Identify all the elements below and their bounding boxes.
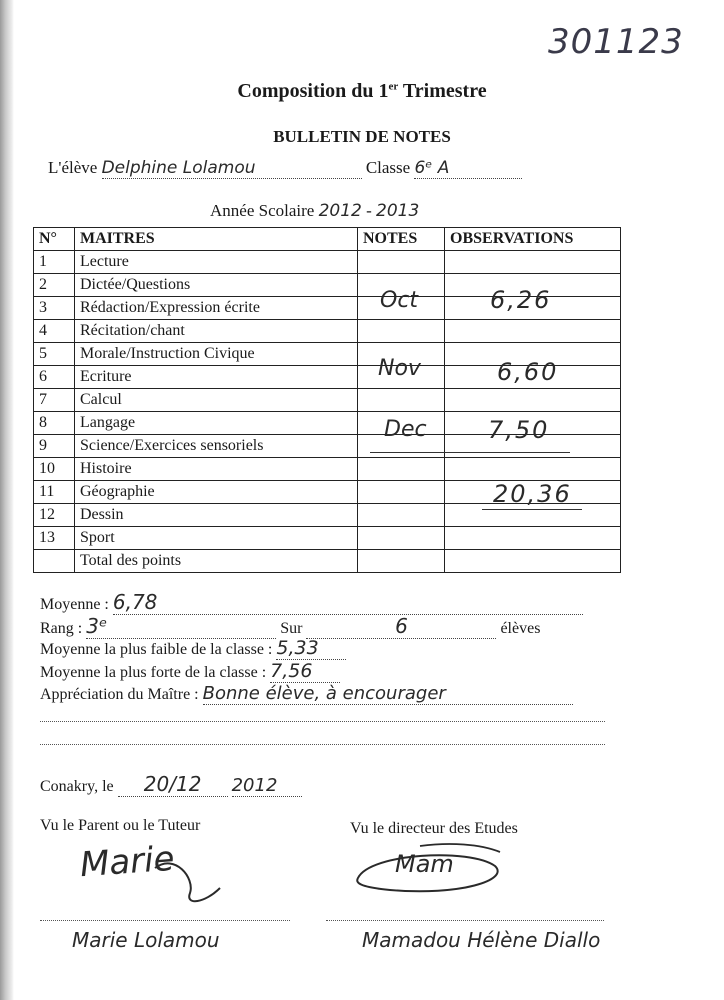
row-num: 5 (34, 343, 75, 366)
table-row (34, 550, 621, 573)
row-subject: Dictée/Questions (75, 274, 358, 297)
table-row (34, 389, 621, 412)
table-row (34, 251, 621, 274)
parent-label: Vu le Parent ou le Tuteur (40, 817, 201, 834)
row-subject: Total des points (75, 550, 358, 573)
date-day-month: 20/12 (118, 772, 228, 797)
table-row (34, 527, 621, 550)
hw-dec-grade: 7,50 (488, 416, 550, 444)
row-num: 8 (34, 412, 75, 435)
hw-nov-label: Nov (378, 356, 421, 381)
moyenne-value: 6,78 (113, 590, 583, 615)
row-subject: Géographie (75, 481, 358, 504)
document-number: 301123 (548, 22, 684, 62)
appreciation-value: Bonne élève, à encourager (203, 683, 573, 705)
hw-dec-label: Dec (384, 417, 427, 442)
row-num: 3 (34, 297, 75, 320)
row-observations (445, 527, 621, 550)
appreciation-label: Appréciation du Maître : (40, 686, 199, 703)
date-year: 2012 (232, 775, 302, 797)
appreciation-line (40, 683, 573, 705)
row-num: 12 (34, 504, 75, 527)
title-superscript: er (388, 80, 399, 93)
row-subject: Ecriture (75, 366, 358, 389)
row-notes (358, 481, 445, 504)
school-year-end: 2013 (376, 201, 420, 221)
header-notes: NOTES (358, 228, 445, 251)
appreciation-dots-2 (40, 744, 605, 745)
row-num: 9 (34, 435, 75, 458)
director-signature-line (326, 920, 604, 921)
sur-label: Sur (280, 620, 303, 637)
row-subject: Morale/Instruction Civique (75, 343, 358, 366)
hw-nov-grade: 6,60 (497, 358, 559, 386)
faible-value: 5,33 (276, 637, 346, 660)
row-num (34, 550, 75, 573)
hw-oct-grade: 6,26 (490, 286, 552, 314)
hw-total-underline (482, 509, 582, 510)
grades-table (33, 227, 621, 573)
row-num: 4 (34, 320, 75, 343)
row-num: 6 (34, 366, 75, 389)
row-subject: Dessin (75, 504, 358, 527)
faible-line (40, 637, 346, 660)
student-label: L'élève (48, 158, 98, 177)
director-name: Mamadou Hélène Diallo (362, 928, 601, 952)
page-title (0, 80, 724, 103)
row-subject: Histoire (75, 458, 358, 481)
moyenne-label: Moyenne : (40, 596, 109, 613)
forte-line (40, 660, 340, 683)
appreciation-dots-1 (40, 721, 605, 722)
header-observations: OBSERVATIONS (445, 228, 621, 251)
row-num: 2 (34, 274, 75, 297)
hw-oct-label: Oct (380, 288, 419, 313)
scan-shadow-edge (0, 0, 14, 1000)
row-notes (358, 251, 445, 274)
row-num: 13 (34, 527, 75, 550)
forte-label: Moyenne la plus forte de la classe : (40, 664, 267, 681)
row-observations (445, 550, 621, 573)
hw-dec-underline (370, 452, 570, 453)
row-observations (445, 251, 621, 274)
moyenne-line (40, 590, 583, 615)
table-row (34, 320, 621, 343)
row-notes (358, 389, 445, 412)
rang-value: 3ᵉ (86, 614, 276, 639)
hw-total-grade: 20,36 (493, 480, 572, 508)
school-year-line (210, 201, 419, 221)
row-subject: Science/Exercices sensoriels (75, 435, 358, 458)
sur-value: 6 (306, 614, 496, 639)
student-line (48, 158, 522, 179)
row-observations (445, 389, 621, 412)
faible-label: Moyenne la plus faible de la classe : (40, 641, 273, 658)
parent-name: Marie Lolamou (72, 928, 220, 952)
row-num: 7 (34, 389, 75, 412)
row-notes (358, 527, 445, 550)
row-notes (358, 458, 445, 481)
row-num: 10 (34, 458, 75, 481)
row-notes (358, 550, 445, 573)
student-class: 6ᵉ A (414, 158, 522, 179)
row-notes (358, 504, 445, 527)
row-subject: Récitation/chant (75, 320, 358, 343)
parent-signature-line (40, 920, 290, 921)
parent-signature-flourish (150, 848, 230, 908)
row-num: 11 (34, 481, 75, 504)
school-year-start: 2012 (318, 201, 362, 221)
place-date-label: Conakry, le (40, 778, 114, 795)
row-num: 1 (34, 251, 75, 274)
row-subject: Rédaction/Expression écrite (75, 297, 358, 320)
header-num: N° (34, 228, 75, 251)
forte-value: 7,56 (270, 660, 340, 683)
table-header-row (34, 228, 621, 251)
row-notes (358, 320, 445, 343)
row-subject: Calcul (75, 389, 358, 412)
eleves-label: élèves (500, 620, 541, 637)
student-name: Delphine Lolamou (102, 158, 362, 179)
rang-line (40, 614, 540, 639)
row-observations (445, 320, 621, 343)
director-label: Vu le directeur des Etudes (350, 820, 518, 837)
row-observations (445, 458, 621, 481)
page-subtitle: BULLETIN DE NOTES (273, 127, 451, 146)
school-year-label: Année Scolaire (210, 201, 315, 220)
title-suffix: Trimestre (398, 80, 487, 102)
row-subject: Lecture (75, 251, 358, 274)
row-subject: Sport (75, 527, 358, 550)
title-prefix: Composition du 1 (237, 80, 389, 102)
rang-label: Rang : (40, 620, 83, 637)
class-label: Classe (365, 158, 411, 177)
row-subject: Langage (75, 412, 358, 435)
director-signature: Mam (395, 850, 454, 878)
place-date-line (40, 772, 302, 797)
header-subject: MAITRES (75, 228, 358, 251)
school-year-separator: - (366, 201, 372, 220)
table-row (34, 458, 621, 481)
parent-signature: Marie (78, 838, 176, 886)
